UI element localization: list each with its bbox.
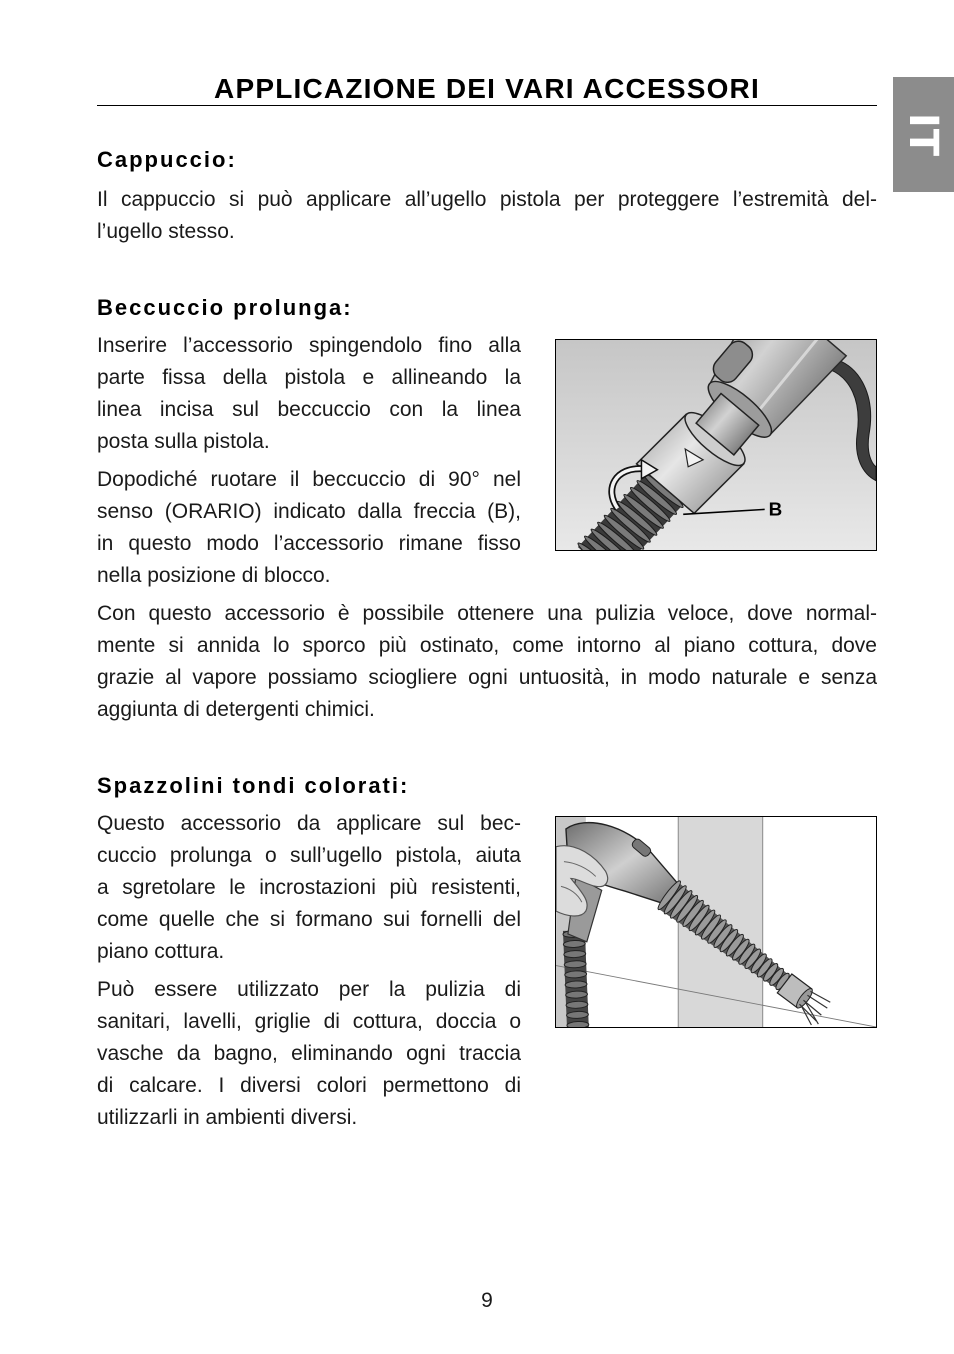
text-line: mente si annida lo sporco più ostinato, come intorno al piano cottura, dove xyxy=(97,634,877,657)
text-line: come quelle che si formano sui fornelli del xyxy=(97,908,521,931)
text-line: l’ugello stesso. xyxy=(97,220,235,243)
text-line: Questo accessorio da applicare sul bec- xyxy=(97,812,521,835)
text-line: utilizzarli in ambienti diversi. xyxy=(97,1106,358,1129)
illustration-steam-gun-extension xyxy=(556,340,876,550)
title-underline xyxy=(97,105,877,106)
text-line: parte fissa della pistola e allineando la xyxy=(97,366,521,389)
figure-beccuccio-prolunga xyxy=(555,339,877,551)
text-line: di calcare. I diversi colori permettono di xyxy=(97,1074,521,1097)
text-line: Con questo accessorio è possibile ottenere una pulizia veloce, dove normal- xyxy=(97,602,877,625)
text-line: Il cappuccio si può applicare all’ugello pistola per proteggere l’estremità del- xyxy=(97,188,877,211)
figure-label-b: B xyxy=(768,498,783,520)
text-line: nella posizione di blocco. xyxy=(97,564,331,587)
page-number: 9 xyxy=(481,1289,493,1312)
text-line: senso (ORARIO) indicato dalla freccia (B), xyxy=(97,500,521,523)
illustration-round-brush xyxy=(556,817,876,1027)
text-line: posta sulla pistola. xyxy=(97,430,270,453)
text-line: aggiunta di detergenti chimici. xyxy=(97,698,375,721)
text-line: piano cottura. xyxy=(97,940,225,963)
heading-cappuccio: Cappuccio: xyxy=(97,147,237,172)
text-line: grazie al vapore possiamo sciogliere ogni untuosità, in modo naturale e senza xyxy=(97,666,877,689)
text-line: cuccio prolunga o sull’ugello pistola, aiuta xyxy=(97,844,521,867)
paragraph-beccuccio-3 xyxy=(97,598,877,726)
paragraph-spazzolini-1 xyxy=(97,808,521,968)
heading-beccuccio-prolunga: Beccuccio prolunga: xyxy=(97,295,353,320)
text-line: in questo modo l’accessorio rimane fisso xyxy=(97,532,521,555)
text-line: sanitari, lavelli, griglie di cottura, doccia o xyxy=(97,1010,521,1033)
text-line: Può essere utilizzato per la pulizia di xyxy=(97,978,521,1001)
text-line: vasche da bagno, eliminando ogni traccia xyxy=(97,1042,521,1065)
page-title: APPLICAZIONE DEI VARI ACCESSORI xyxy=(214,73,760,104)
text-line: Inserire l’accessorio spingendolo fino alla xyxy=(97,334,521,357)
heading-spazzolini: Spazzolini tondi colorati: xyxy=(97,773,410,798)
language-tab xyxy=(893,77,954,192)
figure-spazzolini xyxy=(555,816,877,1028)
paragraph-spazzolini-2 xyxy=(97,974,521,1134)
paragraph-beccuccio-2 xyxy=(97,464,521,592)
paragraph-beccuccio-1 xyxy=(97,330,521,458)
text-line: linea incisa sul beccuccio con la linea xyxy=(97,398,521,421)
text-line: a sgretolare le incrostazioni più resistenti, xyxy=(97,876,521,899)
paragraph-cappuccio xyxy=(97,184,877,248)
text-line: Dopodiché ruotare il beccuccio di 90° nel xyxy=(97,468,521,491)
language-tab-label: IT xyxy=(900,112,947,157)
